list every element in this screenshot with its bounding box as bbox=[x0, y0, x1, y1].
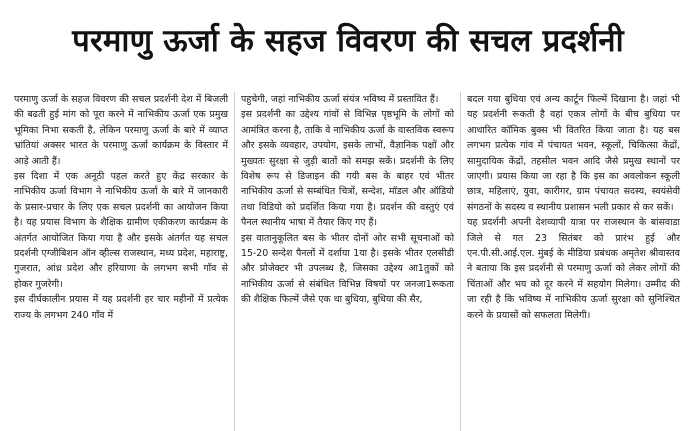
paragraph: इस वातानुकूलित बस के भीतर दोनों ओर सभी सूचनाओं को 15-20 सन्देश पैनलों में दर्शाया 1या है। इसके भीतर एलसीडी और प्रोजेक्टर भी उपलब्ध है, जिसका उद्देश्य आ1तुकों को नाभिकीय ऊर्जा से संबंधित विभिन्न विषयों पर जनजा1रूकता की शैक्षिक फिल्में जैसे एक था बुधिया, बुधिया की सैर, bbox=[241, 232, 454, 306]
paragraph: यह प्रदर्शनी अपनी देशव्यापी यात्रा पर राजस्थान के बांसवाडा जिले से गत 23 सितंबर को प्रारंभ हुई और एन.पी.सी.आई.एल. मुंबई के मीडिया प्रबंधक अमृतेश श्रीवास्तव ने बताया कि इस प्रदर्शनी से परमाणु ऊर्जा को लेकर लोगों की चिंताओं और भय को दूर करने में सहयोग मिलेगा। उम्मीद की जा रही है कि भविष्य में नाभिकीय ऊर्जा सुरक्षा को सुनिश्चित करने के प्रयासों को सफलता मिलेगी। bbox=[467, 217, 680, 321]
paragraph: इस दिशा में एक अनूठी पहल करते हुए केंद्र सरकार के नाभिकीय ऊर्जा विभाग ने नाभिकीय ऊर्जा के बारे में जानकारी के प्रसार-प्रचार के लिए एक सचल प्रदर्शनी का आयोजन किया है। यह प्रयास विभाग के शैक्षिक ग्रामीण एकीकरण कार्यक्रम के अंतर्गत आयोजित किया गया है और इसके अंतर्गत यह सचल प्रदर्शनी एग्जीबिशन ऑन व्हील्स राजस्थान, मध्य प्रदेश, महाराष्ट्र, गुजरात, आंध्र प्रदेश और हरियाणा के लगभग सभी गाँव से होकर गुजरेगी। bbox=[14, 171, 228, 290]
paragraph: परमाणु ऊर्जा के सहज विवरण की सचल प्रदर्शनी देश में बिजली की बढती हुई मांग को पूरा करने में नाभिकीय ऊर्जा एक प्रमुख भूमिका निभा सकती है, लेकिन परमाणु ऊर्जा के बारे में व्याप्त भ्रांतियां अक्सर भारत के परमाणु ऊर्जा कार्यक्रम के विस्तार में आड़े आती हैं। bbox=[14, 94, 228, 167]
column-3 bbox=[460, 92, 686, 431]
paragraph: इस दीर्घकालीन प्रयास में यह प्रदर्शनी हर चार महीनों में प्रत्येक राज्य के लगभग 240 गाँव में bbox=[14, 294, 228, 321]
column-1 bbox=[8, 92, 234, 431]
article-body bbox=[8, 92, 690, 431]
paragraph: पहुचेगी, जहां नाभिकीय ऊर्जा संयंत्र भविष्य में प्रस्तावित हैं। bbox=[241, 94, 439, 105]
column-2 bbox=[234, 92, 460, 431]
paragraph: बदल गया बुधिया एवं अन्य कार्टून फिल्में दिखाना है। जहां भी यह प्रदर्शनी रूकती है वहां एकत्र लोगों के बीच बुधिया पर आधारित कॉमिक बुक्स भी वितरित किया जाता है। यह बस लगभग प्रत्येक गांव में पंचायत भवन, स्कूलों, चिकित्सा केंद्रों, सामुदायिक केंद्रों, तहसील भवन आदि जैसे प्रमुख स्थानों पर जाएगी। प्रयास किया जा रहा है कि इस का अवलोकन स्कूली छात्र, महिलाएं, युवा, कारीगर, ग्राम पंचायत सदस्य, स्वयंसेवी संगठनों के सदस्य व स्थानीय प्रशासन भली प्रकार से कर सकें। bbox=[467, 94, 680, 213]
headline: परमाणु ऊर्जा के सहज विवरण की सचल प्रदर्शनी bbox=[72, 23, 624, 59]
paragraph: इस प्रदर्शनी का उद्देश्य गांवों से विभिन्न पृष्ठभूमि के लोगों को आमंत्रित करना है, ताकि वे नाभिकीय ऊर्जा के वास्तविक स्वरूप और इसके व्यवहार, उपयोग, इसके लाभों, वैज्ञानिक पक्षों और मुख्यतः सुरक्षा से जुड़ी बातों को समझ सकें। प्रदर्शनी के लिए विशेष रूप से डिजाइन की गयी बस के बाहर एवं भीतर नाभिकीय ऊर्जा से सम्बंधित चित्रों, सन्देश, मॉडल और ऑडियो तथा विडियो को प्रदर्शित किया गया है। प्रदर्शन की वस्तुएं एवं पैनल स्थानीय भाषा में तैयार किए गए हैं। bbox=[241, 109, 454, 229]
